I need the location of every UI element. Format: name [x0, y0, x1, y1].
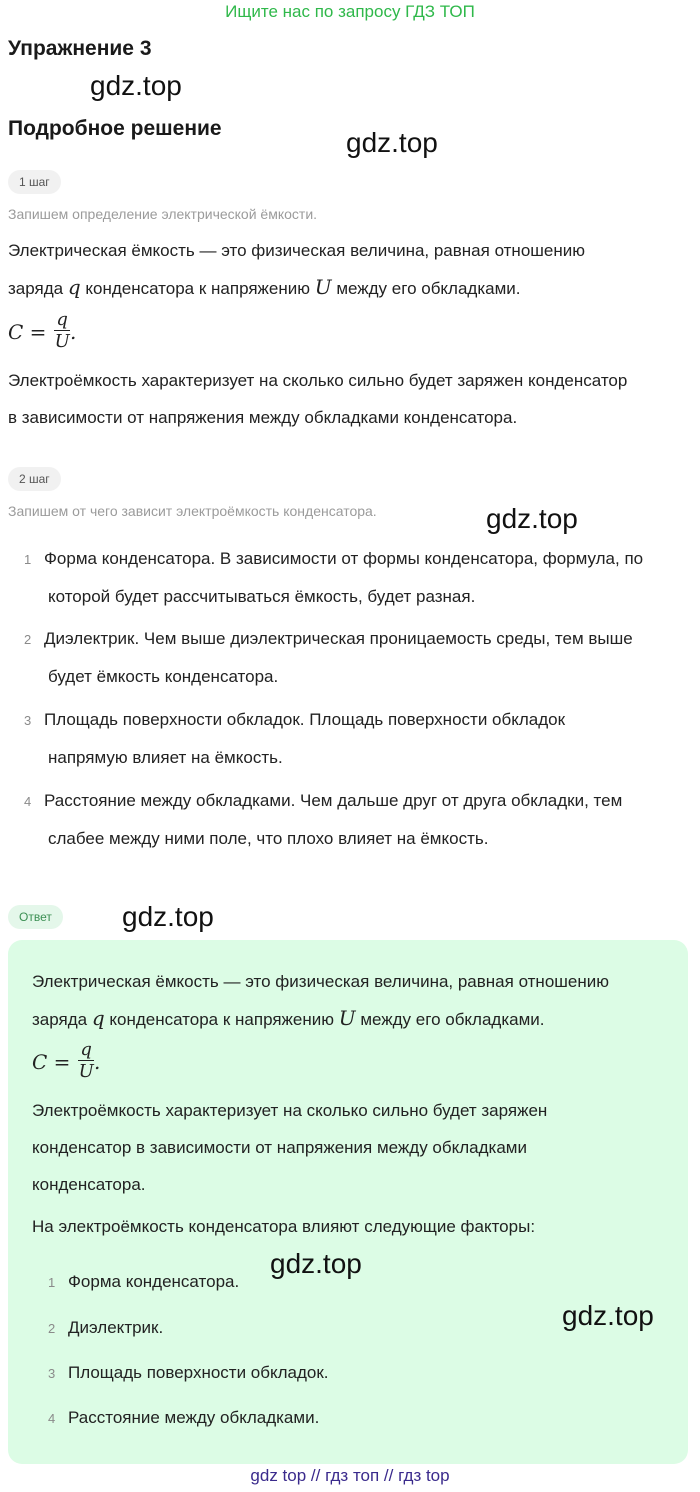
list-text: Площадь поверхности обкладок. Площадь поверхности обкладок [44, 710, 566, 729]
page-title: Упражнение 3 [8, 37, 152, 60]
list-text: Форма конденсатора. В зависимости от формы конденсатора, формула, по [44, 549, 644, 568]
text-fragment: заряда [32, 1010, 92, 1029]
text-line [8, 269, 698, 307]
formula-lhs: C = [8, 319, 47, 344]
watermark: gdz.top [122, 901, 214, 932]
step-badge: 1 шаг [8, 170, 61, 194]
list-number: 2 [48, 1321, 56, 1336]
list-text: которой будет рассчитываться ёмкость, будет разная. [48, 587, 476, 606]
text-fragment: конденсатора к напряжению [80, 279, 315, 298]
text-line [32, 1000, 692, 1038]
answer-explanation [32, 1092, 692, 1203]
fraction [78, 1040, 94, 1083]
answer-definition [32, 963, 692, 1038]
list-number: 4 [24, 794, 32, 809]
formula-period: . [93, 1049, 101, 1074]
watermark: gdz.top [562, 1300, 654, 1331]
text-line: Электрическая ёмкость — это физическая величина, равная отношению [8, 241, 586, 260]
list-item [24, 782, 694, 857]
formula-period: . [69, 319, 77, 344]
watermark: gdz.top [346, 127, 438, 158]
fraction [54, 310, 70, 353]
watermark: gdz.top [270, 1248, 362, 1279]
text-line: конденсатор в зависимости от напряжения между обкладками [32, 1138, 527, 1157]
answer-badge: Ответ [8, 905, 63, 929]
fraction-denominator: U [78, 1061, 94, 1082]
formula-lhs: C = [32, 1049, 71, 1074]
list-item [24, 620, 694, 695]
list-number: 3 [24, 713, 32, 728]
answer-formula [32, 1040, 100, 1083]
capacitance-formula [8, 310, 76, 353]
watermark: gdz.top [486, 503, 578, 534]
list-text: напрямую влияет на ёмкость. [48, 748, 283, 767]
text-fragment: между его обкладками. [331, 279, 521, 298]
text-fragment: заряда [8, 279, 68, 298]
watermark: gdz.top [90, 70, 182, 101]
step-hint: Запишем определение электрической ёмкости. [8, 206, 318, 222]
text-fragment: конденсатора к напряжению [104, 1010, 339, 1029]
step-badge: 2 шаг [8, 467, 61, 491]
list-text: Расстояние между обкладками. [68, 1408, 320, 1427]
section-title: Подробное решение [8, 117, 222, 140]
list-item [24, 701, 694, 776]
text-line: Электрическая ёмкость — это физическая величина, равная отношению [32, 972, 610, 991]
list-item [48, 1399, 648, 1437]
math-variable: U [314, 275, 332, 299]
step-hint: Запишем от чего зависит электроёмкость конденсатора. [8, 503, 377, 519]
list-text: будет ёмкость конденсатора. [48, 667, 279, 686]
list-item [48, 1354, 648, 1392]
math-variable: U [338, 1006, 356, 1030]
list-text: Расстояние между обкладками. Чем дальше друг от друга обкладки, тем [44, 791, 623, 810]
list-item [48, 1309, 648, 1347]
text-line: Электроёмкость характеризует на сколько сильно будет заряжен [32, 1101, 548, 1120]
list-text: Диэлектрик. [68, 1318, 164, 1337]
text-line: На электроёмкость конденсатора влияют следующие факторы: [32, 1217, 536, 1236]
math-variable: q [91, 1006, 105, 1030]
definition-paragraph [8, 232, 698, 307]
list-number: 2 [24, 632, 32, 647]
list-text: Диэлектрик. Чем выше диэлектрическая проницаемость среды, тем выше [44, 629, 633, 648]
fraction-numerator: q [80, 1039, 92, 1060]
list-text: Площадь поверхности обкладок. [68, 1363, 329, 1382]
list-number: 4 [48, 1411, 56, 1426]
list-number: 1 [24, 552, 32, 567]
fraction-numerator: q [56, 309, 68, 330]
list-number: 1 [48, 1275, 56, 1290]
list-item [24, 540, 694, 615]
text-line: конденсатора. [32, 1175, 146, 1194]
explanation-paragraph [8, 362, 698, 436]
footer-links[interactable]: gdz top // гдз топ // гдз top [250, 1466, 450, 1485]
text-line: в зависимости от напряжения между обкладками конденсатора. [8, 408, 518, 427]
answer-factors-intro [32, 1208, 692, 1245]
math-variable: q [67, 275, 81, 299]
fraction-denominator: U [54, 331, 70, 352]
list-item [48, 1263, 648, 1301]
top-banner[interactable]: Ищите нас по запросу ГДЗ ТОП [225, 2, 475, 21]
list-number: 3 [48, 1366, 56, 1381]
list-text: слабее между ними поле, что плохо влияет на ёмкость. [48, 829, 489, 848]
text-line: Электроёмкость характеризует на сколько сильно будет заряжен конденсатор [8, 371, 628, 390]
list-text: Форма конденсатора. [68, 1272, 240, 1291]
text-fragment: между его обкладками. [355, 1010, 545, 1029]
